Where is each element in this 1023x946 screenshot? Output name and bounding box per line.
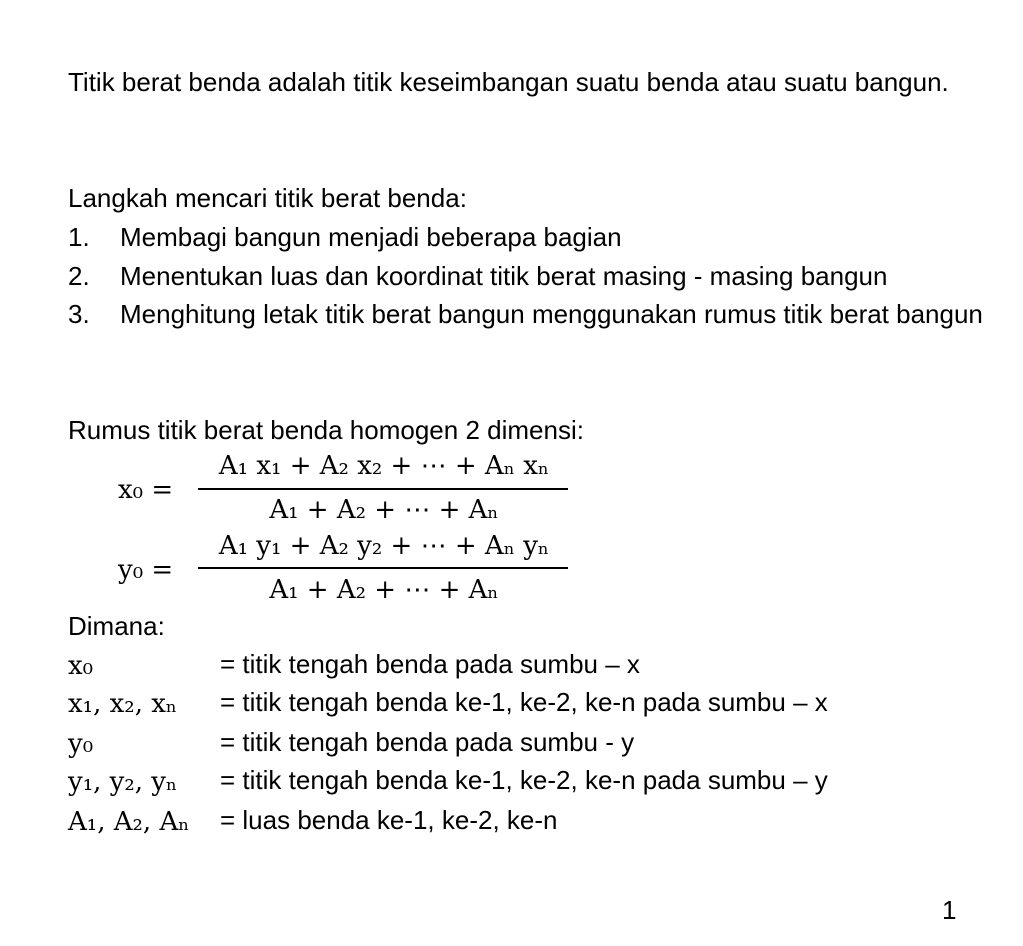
- steps-heading: Langkah mencari titik berat benda:: [68, 183, 467, 213]
- formula-x-numerator: A₁ x₁ + A₂ x₂ + ⋯ + Aₙ xₙ: [218, 451, 550, 481]
- step-number: 2.: [68, 261, 90, 291]
- definition-text: = titik tengah benda pada sumbu - y: [220, 727, 635, 757]
- formula-y-lhs: y₀ =: [118, 555, 174, 585]
- step-text: Menghitung letak titik berat bangun menggunakan rumus titik berat bangun: [120, 299, 983, 329]
- formula-y-numerator: A₁ y₁ + A₂ y₂ + ⋯ + Aₙ yₙ: [218, 531, 550, 561]
- definition-symbol: y₁, y₂, yₙ: [68, 767, 178, 797]
- definition-symbol: A₁, A₂, Aₙ: [68, 807, 190, 837]
- step-number: 3.: [68, 299, 90, 329]
- step-text: Menentukan luas dan koordinat titik berat masing - masing bangun: [120, 261, 888, 291]
- page-number: 1: [942, 895, 957, 925]
- step-text: Membagi bangun menjadi beberapa bagian: [120, 222, 622, 252]
- definition-symbol: y₀: [68, 729, 94, 759]
- definition-text: = luas benda ke-1, ke-2, ke-n: [220, 805, 558, 835]
- step-number: 1.: [68, 222, 90, 252]
- fraction-bar: [198, 567, 568, 569]
- definition-symbol: x₀: [68, 651, 94, 681]
- definitions-heading: Dimana:: [68, 611, 165, 641]
- formula-heading: Rumus titik berat benda homogen 2 dimensi:: [68, 415, 584, 445]
- definition-text: = titik tengah benda ke-1, ke-2, ke-n pada sumbu – x: [220, 687, 828, 717]
- definition-text: = titik tengah benda ke-1, ke-2, ke-n pada sumbu – y: [220, 765, 828, 795]
- formula-y-denominator: A₁ + A₂ + ⋯ + Aₙ: [269, 575, 499, 605]
- definition-text: = titik tengah benda pada sumbu – x: [220, 649, 640, 679]
- formula-x-denominator: A₁ + A₂ + ⋯ + Aₙ: [269, 495, 499, 525]
- fraction-bar: [198, 488, 568, 490]
- intro-paragraph: Titik berat benda adalah titik keseimbangan suatu benda atau suatu bangun.: [68, 67, 949, 97]
- definition-symbol: x₁, x₂, xₙ: [68, 689, 178, 719]
- formula-x-lhs: x₀ =: [118, 475, 174, 505]
